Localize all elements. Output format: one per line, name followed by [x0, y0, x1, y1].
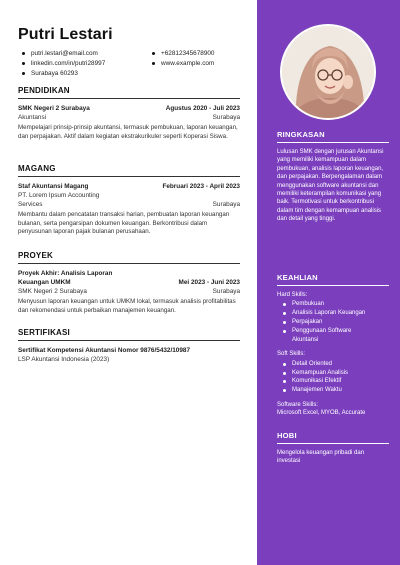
contact-location: Surabaya 60293 [22, 70, 78, 77]
profile-photo-illustration [282, 26, 376, 120]
section-divider [277, 443, 389, 444]
bullet-icon [283, 312, 286, 315]
profile-photo [280, 24, 376, 120]
section-title: SERTIFIKASI [18, 328, 70, 337]
list-item: Perpajakan [277, 318, 389, 327]
contact-list [18, 50, 240, 80]
candidate-name: Putri Lestari [18, 26, 113, 43]
software-skills: Microsoft Excel, MYOB, Accurate [277, 410, 366, 417]
internship-description: Membantu dalam pencatatan transaksi harian, pembuatan laporan keuangan bulanan, serta pengarsipan dokumen keuangan. Berkontribusi dalam penyusunan laporan pajak bulanan perusahaan. [18, 211, 230, 236]
bullet-icon [283, 321, 286, 324]
sidebar-ringkasan [277, 130, 389, 224]
hobby-text: Mengelola keuangan pribadi dan investasi [277, 450, 365, 465]
section-title: PENDIDIKAN [18, 86, 70, 95]
internship-dates: Februari 2023 - April 2023 [162, 183, 240, 190]
bullet-icon [22, 52, 25, 55]
section-divider [18, 263, 240, 264]
list-item: Analisis Laporan Keuangan [277, 309, 389, 318]
internship-city: Surabaya [212, 201, 240, 208]
bullet-icon [283, 380, 286, 383]
section-title: MAGANG [18, 164, 56, 173]
project-city: Surabaya [212, 288, 240, 295]
contact-phone[interactable]: +62812345678900 [152, 50, 215, 57]
certificate-name: Sertifikat Kompetensi Akuntansi Nomor 9876/5432/10987 [18, 347, 191, 354]
education-dates: Agustus 2020 - Juli 2023 [165, 105, 240, 112]
hard-skills-list [277, 300, 389, 344]
contact-email[interactable]: putri.lestari@email.com [22, 50, 98, 57]
section-divider [18, 176, 240, 177]
contact-website[interactable]: www.example.com [152, 60, 214, 67]
sidebar [257, 0, 400, 565]
resume-header [18, 26, 240, 80]
school-name: SMK Negeri 2 Surabaya [18, 105, 90, 112]
project-name-cont: Keuangan UMKM [18, 279, 71, 286]
project-school: SMK Negeri 2 Surabaya [18, 288, 87, 295]
bullet-icon [283, 330, 286, 333]
contact-linkedin[interactable]: linkedin.com/in/putri28997 [22, 60, 105, 67]
section-divider [18, 340, 240, 341]
project-description: Menyusun laporan keuangan untuk UMKM lokal, termasuk analisis profitabilitas dan rekomendasi untuk perbaikan manajemen keuangan. [18, 298, 236, 314]
section-pendidikan [18, 86, 240, 141]
list-item: Komunikasi Efektif [277, 377, 389, 386]
certificate-issuer: LSP Akuntansi Indonesia (2023) [18, 356, 110, 363]
education-major: Akuntansi [18, 114, 47, 121]
software-skills-label: Software Skills: [277, 401, 319, 408]
bullet-icon [22, 72, 25, 75]
section-title: PROYEK [18, 251, 53, 260]
list-item: Detail Oriented [277, 360, 389, 369]
soft-skills-list [277, 360, 389, 395]
section-divider [277, 142, 389, 143]
bullet-icon [152, 52, 155, 55]
education-city: Surabaya [212, 114, 240, 121]
sidebar-keahlian [277, 273, 389, 418]
section-title: RINGKASAN [277, 130, 325, 139]
section-title: KEAHLIAN [277, 273, 318, 282]
section-title: HOBI [277, 431, 297, 440]
list-item: Manajemen Waktu [277, 386, 389, 395]
sidebar-hobi [277, 431, 389, 466]
hard-skills-label: Hard Skills: [277, 292, 308, 298]
education-description: Mempelajari prinsip-prinsip akuntansi, termasuk pembukuan, laporan keuangan, dan perpajakan. Aktif dalam kegiatan ekstrakurikuler seperti Koperasi Siswa. [18, 124, 238, 140]
bullet-icon [22, 62, 25, 65]
internship-company: PT. Lorem Ipsum Accounting [18, 192, 100, 199]
internship-dept: Services [18, 201, 43, 208]
summary-text: Lulusan SMK dengan jurusan Akuntansi yang memiliki kemampuan dalam pembukuan, analisis laporan keuangan, dan perpajakan. Berpengalaman dalam menggunakan software akuntansi dan memiliki keterampilan komunikasi yang baik. Termotivasi untuk berkontribusi dalam tim dengan kemampuan analisis dan detail yang tinggi. [277, 149, 384, 223]
section-divider [18, 98, 240, 99]
list-item: Kemampuan Analisis [277, 369, 389, 378]
section-proyek [18, 251, 240, 315]
list-item: Pembukuan [277, 300, 389, 309]
project-dates: Mei 2023 - Juni 2023 [178, 279, 240, 286]
bullet-icon [283, 389, 286, 392]
internship-role: Staf Akuntansi Magang [18, 183, 89, 190]
section-sertifikasi [18, 328, 240, 364]
list-item: Penggunaan Software Akuntansi [277, 327, 389, 345]
project-name: Proyek Akhir: Analisis Laporan [18, 270, 113, 277]
section-divider [277, 285, 389, 286]
soft-skills-label: Soft Skills: [277, 351, 306, 358]
section-magang [18, 164, 240, 237]
bullet-icon [283, 303, 286, 306]
bullet-icon [152, 62, 155, 65]
bullet-icon [283, 372, 286, 375]
bullet-icon [283, 363, 286, 366]
